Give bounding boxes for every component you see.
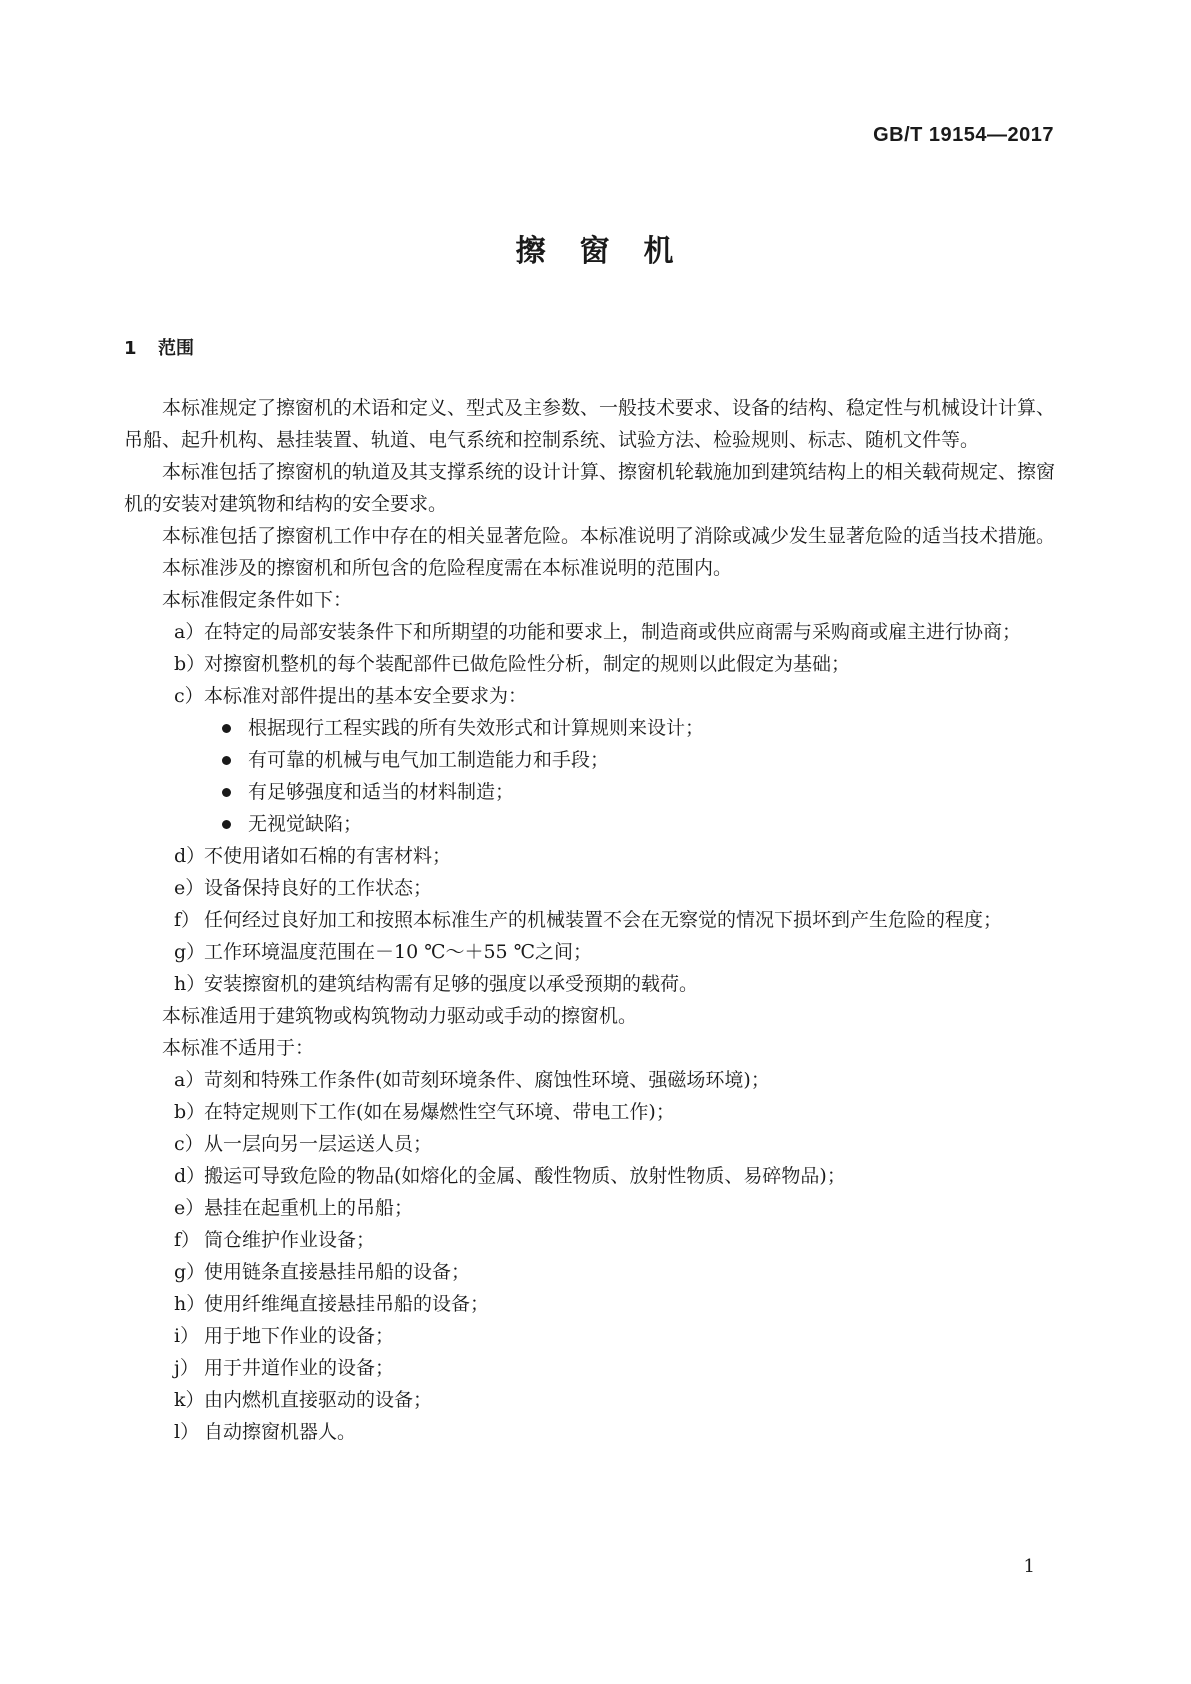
list-item-text: 不使用诸如石棉的有害材料； — [204, 845, 452, 867]
list-item-text: 用于地下作业的设备； — [204, 1325, 395, 1347]
list-marker: j） — [174, 1357, 199, 1379]
list-item — [124, 968, 1064, 1000]
bullet-item — [124, 744, 1064, 776]
section-number: 1 — [124, 338, 137, 359]
list-marker: l） — [174, 1421, 200, 1443]
bullet-text: 有可靠的机械与电气加工制造能力和手段； — [248, 749, 610, 771]
bullet-icon — [222, 788, 231, 797]
list-item-text: 在特定规则下工作(如在易爆燃性空气环境、带电工作)； — [204, 1101, 675, 1123]
list-item-text: 使用链条直接悬挂吊船的设备； — [204, 1261, 471, 1283]
list-item-text: 任何经过良好加工和按照本标准生产的机械装置不会在无察觉的情况下损坏到产生危险的程度； — [204, 909, 1003, 931]
list-item-text: 设备保持良好的工作状态； — [204, 877, 433, 899]
section-heading — [124, 334, 194, 360]
bullet-icon — [222, 756, 231, 765]
list-item — [124, 1320, 1064, 1352]
document-title: 擦 窗 机 — [515, 234, 676, 269]
paragraph-hazards: 本标准包括了擦窗机工作中存在的相关显著危险。本标准说明了消除或减少发生显著危险的适当技术措施。 — [162, 525, 1056, 547]
list-item — [124, 1352, 1064, 1384]
bullet-item — [124, 712, 1064, 744]
bullet-item — [124, 808, 1064, 840]
list-item-text: 搬运可导致危险的物品(如熔化的金属、酸性物质、放射性物质、易碎物品)； — [204, 1165, 846, 1187]
list-item-text: 苛刻和特殊工作条件(如苛刻环境条件、腐蚀性环境、强磁场环境)； — [204, 1069, 770, 1091]
bullet-text: 无视觉缺陷； — [248, 813, 363, 835]
list-marker: h） — [174, 1293, 206, 1315]
list-marker: b） — [174, 653, 206, 675]
list-item-text: 本标准对部件提出的基本安全要求为： — [204, 685, 528, 707]
list-item — [124, 872, 1064, 904]
list-marker: e） — [174, 877, 205, 899]
list-item-text: 在特定的局部安装条件下和所期望的功能和要求上，制造商或供应商需与采购商或雇主进行协商； — [204, 621, 1022, 643]
page-number: 1 — [1023, 1556, 1035, 1577]
list-marker: d） — [174, 1165, 206, 1187]
list-item-text: 悬挂在起重机上的吊船； — [204, 1197, 414, 1219]
list-item — [124, 1192, 1064, 1224]
list-item — [124, 616, 1064, 648]
section-title: 范围 — [158, 338, 194, 359]
list-marker: f） — [174, 1229, 201, 1251]
list-marker: a） — [174, 621, 205, 643]
list-item — [124, 1384, 1064, 1416]
bullet-item — [124, 776, 1064, 808]
list-marker: b） — [174, 1101, 206, 1123]
list-item — [124, 1128, 1064, 1160]
list-item-text: 由内燃机直接驱动的设备； — [204, 1389, 433, 1411]
list-item — [124, 648, 1064, 680]
paragraph-assumptions-intro: 本标准假定条件如下： — [162, 589, 353, 611]
list-item-text: 用于井道作业的设备； — [204, 1357, 395, 1379]
list-marker: f） — [174, 909, 201, 931]
list-item — [124, 936, 1064, 968]
list-marker: g） — [174, 1261, 206, 1283]
bullet-text: 根据现行工程实践的所有失效形式和计算规则来设计； — [248, 717, 705, 739]
list-marker: c） — [174, 685, 204, 707]
list-item — [124, 1064, 1064, 1096]
paragraph-scope: 本标准规定了擦窗机的术语和定义、型式及主参数、一般技术要求、设备的结构、稳定性与机械设计计算、吊船、起升机构、悬挂装置、轨道、电气系统和控制系统、试验方法、检验规则、标志、随机文件等。 — [124, 397, 1056, 451]
list-item — [124, 680, 1064, 712]
list-item — [124, 1096, 1064, 1128]
list-marker: k） — [174, 1389, 205, 1411]
list-item-text: 工作环境温度范围在－10 ℃～＋55 ℃之间； — [204, 941, 592, 963]
list-marker: h） — [174, 973, 206, 995]
list-item — [124, 1288, 1064, 1320]
list-marker: e） — [174, 1197, 205, 1219]
list-item — [124, 1160, 1064, 1192]
bullet-icon — [222, 820, 231, 829]
list-item — [124, 904, 1064, 936]
list-item-text: 安装擦窗机的建筑结构需有足够的强度以承受预期的载荷。 — [204, 973, 699, 995]
paragraph-track-support: 本标准包括了擦窗机的轨道及其支撑系统的设计计算、擦窗机轮载施加到建筑结构上的相关载荷规定、擦窗机的安装对建筑物和结构的安全要求。 — [124, 461, 1056, 515]
list-item — [124, 840, 1064, 872]
list-item — [124, 1416, 1064, 1448]
list-marker: c） — [174, 1133, 204, 1155]
list-item — [124, 1256, 1064, 1288]
list-item-text: 对擦窗机整机的每个装配部件已做危险性分析，制定的规则以此假定为基础； — [204, 653, 851, 675]
list-item-text: 使用纤维绳直接悬挂吊船的设备； — [204, 1293, 490, 1315]
bullet-icon — [222, 724, 231, 733]
standard-number: GB/T 19154—2017 — [873, 124, 1054, 146]
bullet-text: 有足够强度和适当的材料制造； — [248, 781, 515, 803]
list-item-text: 自动擦窗机器人。 — [204, 1421, 357, 1443]
paragraph-exclusions-intro: 本标准不适用于： — [162, 1037, 315, 1059]
list-marker: a） — [174, 1069, 205, 1091]
list-marker: g） — [174, 941, 206, 963]
list-item-text: 筒仓维护作业设备； — [204, 1229, 376, 1251]
paragraph-hazard-degree: 本标准涉及的擦窗机和所包含的危险程度需在本标准说明的范围内。 — [162, 557, 733, 579]
list-item — [124, 1224, 1064, 1256]
paragraph-applicability: 本标准适用于建筑物或构筑物动力驱动或手动的擦窗机。 — [162, 1005, 638, 1027]
document-body — [124, 392, 1064, 1448]
list-marker: d） — [174, 845, 206, 867]
list-item-text: 从一层向另一层运送人员； — [204, 1133, 433, 1155]
list-marker: i） — [174, 1325, 200, 1347]
